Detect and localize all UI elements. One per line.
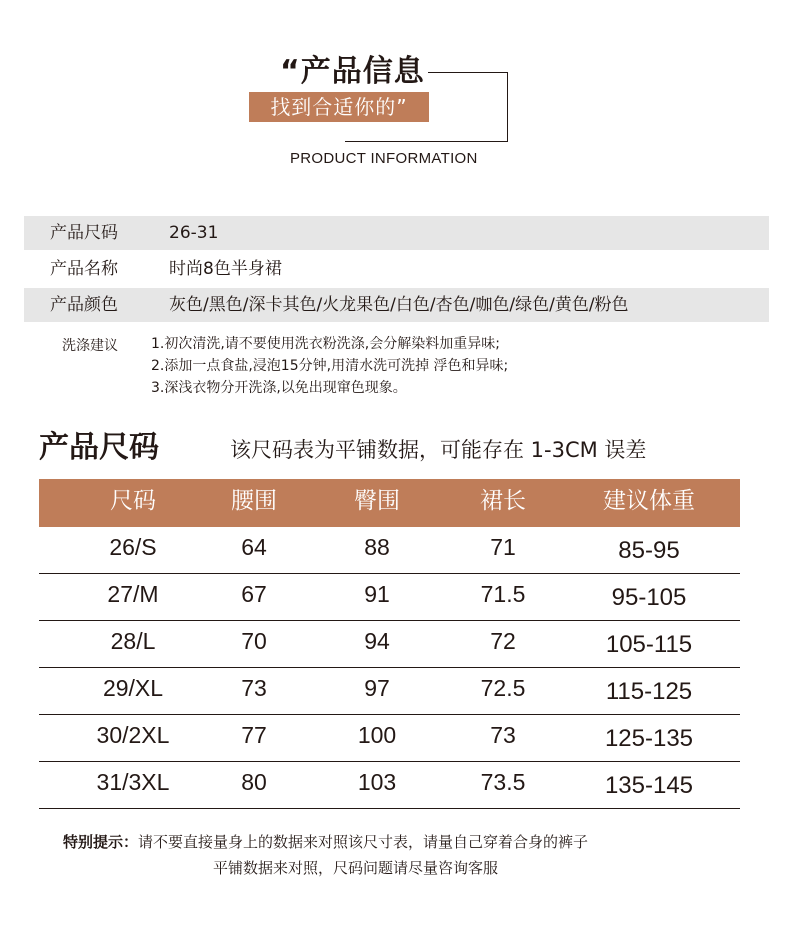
cell-weight: 115-125 (605, 678, 693, 705)
table-row (39, 762, 740, 809)
table-row (39, 715, 740, 762)
info-value: 时尚8色半身裙 (169, 259, 282, 279)
cell-waist: 80 (241, 769, 267, 795)
cell-size: 30/2XL (96, 722, 170, 748)
table-row (39, 621, 740, 668)
wash-label: 洗涤建议 (62, 338, 118, 354)
cell-length: 73.5 (480, 769, 526, 795)
table-row (39, 574, 740, 621)
decor-line-top (428, 72, 508, 73)
cell-weight: 85-95 (618, 537, 680, 564)
table-row (39, 668, 740, 715)
info-row-size (24, 216, 769, 250)
cell-size: 28/L (110, 628, 156, 654)
special-tip-continued: 平铺数据来对照，尺码问题请尽量咨询客服 (213, 859, 499, 877)
cell-weight: 135-145 (604, 772, 694, 799)
cell-hip: 103 (357, 769, 397, 795)
size-table (39, 479, 740, 809)
table-header (39, 479, 740, 527)
info-value: 26-31 (169, 223, 219, 243)
decor-line-right (507, 72, 508, 142)
cell-weight: 105-115 (605, 631, 693, 658)
page-title: “产品信息 (280, 54, 425, 89)
decor-line-bottom (345, 141, 508, 142)
cell-length: 73 (490, 722, 516, 748)
info-label: 产品尺码 (50, 223, 118, 243)
english-title: PRODUCT INFORMATION (290, 150, 478, 167)
cell-length: 72.5 (480, 675, 526, 701)
cell-waist: 70 (241, 628, 267, 654)
header-length: 裙长 (480, 488, 526, 514)
cell-hip: 97 (364, 675, 390, 701)
wash-line: 2.添加一点食盐,浸泡15分钟,用清水洗可洗掉 浮色和异味; (151, 358, 509, 374)
info-label: 产品名称 (50, 259, 118, 279)
cell-size: 29/XL (102, 675, 164, 701)
header-waist: 腰围 (231, 488, 277, 514)
cell-hip: 94 (364, 628, 390, 654)
cell-waist: 67 (241, 581, 267, 607)
cell-size: 26/S (109, 534, 157, 560)
tip-label: 特别提示： (63, 833, 139, 851)
cell-waist: 73 (241, 675, 267, 701)
cell-hip: 100 (357, 722, 397, 748)
cell-hip: 88 (364, 534, 390, 560)
cell-length: 71.5 (480, 581, 526, 607)
size-note: 该尺码表为平铺数据，可能存在 1-3CM 误差 (230, 438, 647, 462)
cell-weight: 125-135 (604, 725, 694, 752)
header-weight: 建议体重 (603, 488, 695, 514)
info-row-name (24, 252, 769, 286)
cell-length: 72 (490, 628, 516, 654)
wash-line: 3.深浅衣物分开洗涤,以免出现窜色现象。 (151, 380, 407, 396)
header-hip: 臀围 (354, 488, 400, 514)
cell-weight: 95-105 (611, 584, 687, 611)
cell-waist: 77 (241, 722, 267, 748)
header-size: 尺码 (110, 488, 156, 514)
cell-length: 71 (490, 534, 516, 560)
wash-instructions (151, 333, 508, 399)
cell-size: 31/3XL (96, 769, 170, 795)
cell-size: 27/M (107, 581, 159, 607)
tip-text: 请不要直接量身上的数据来对照该尺寸表，请量自己穿着合身的裤子 (138, 833, 589, 851)
cell-waist: 64 (241, 534, 267, 560)
info-value: 灰色/黑色/深卡其色/火龙果色/白色/杏色/咖色/绿色/黄色/粉色 (169, 295, 629, 315)
table-row (39, 527, 740, 574)
size-title: 产品尺码 (39, 430, 159, 465)
wash-line: 1.初次清洗,请不要使用洗衣粉洗涤,会分解染料加重异味; (151, 336, 500, 352)
special-tip (63, 831, 588, 853)
info-row-color (24, 288, 769, 322)
info-label: 产品颜色 (50, 295, 118, 315)
cell-hip: 91 (364, 581, 390, 607)
page-subtitle: 找到合适你的” (270, 95, 408, 119)
